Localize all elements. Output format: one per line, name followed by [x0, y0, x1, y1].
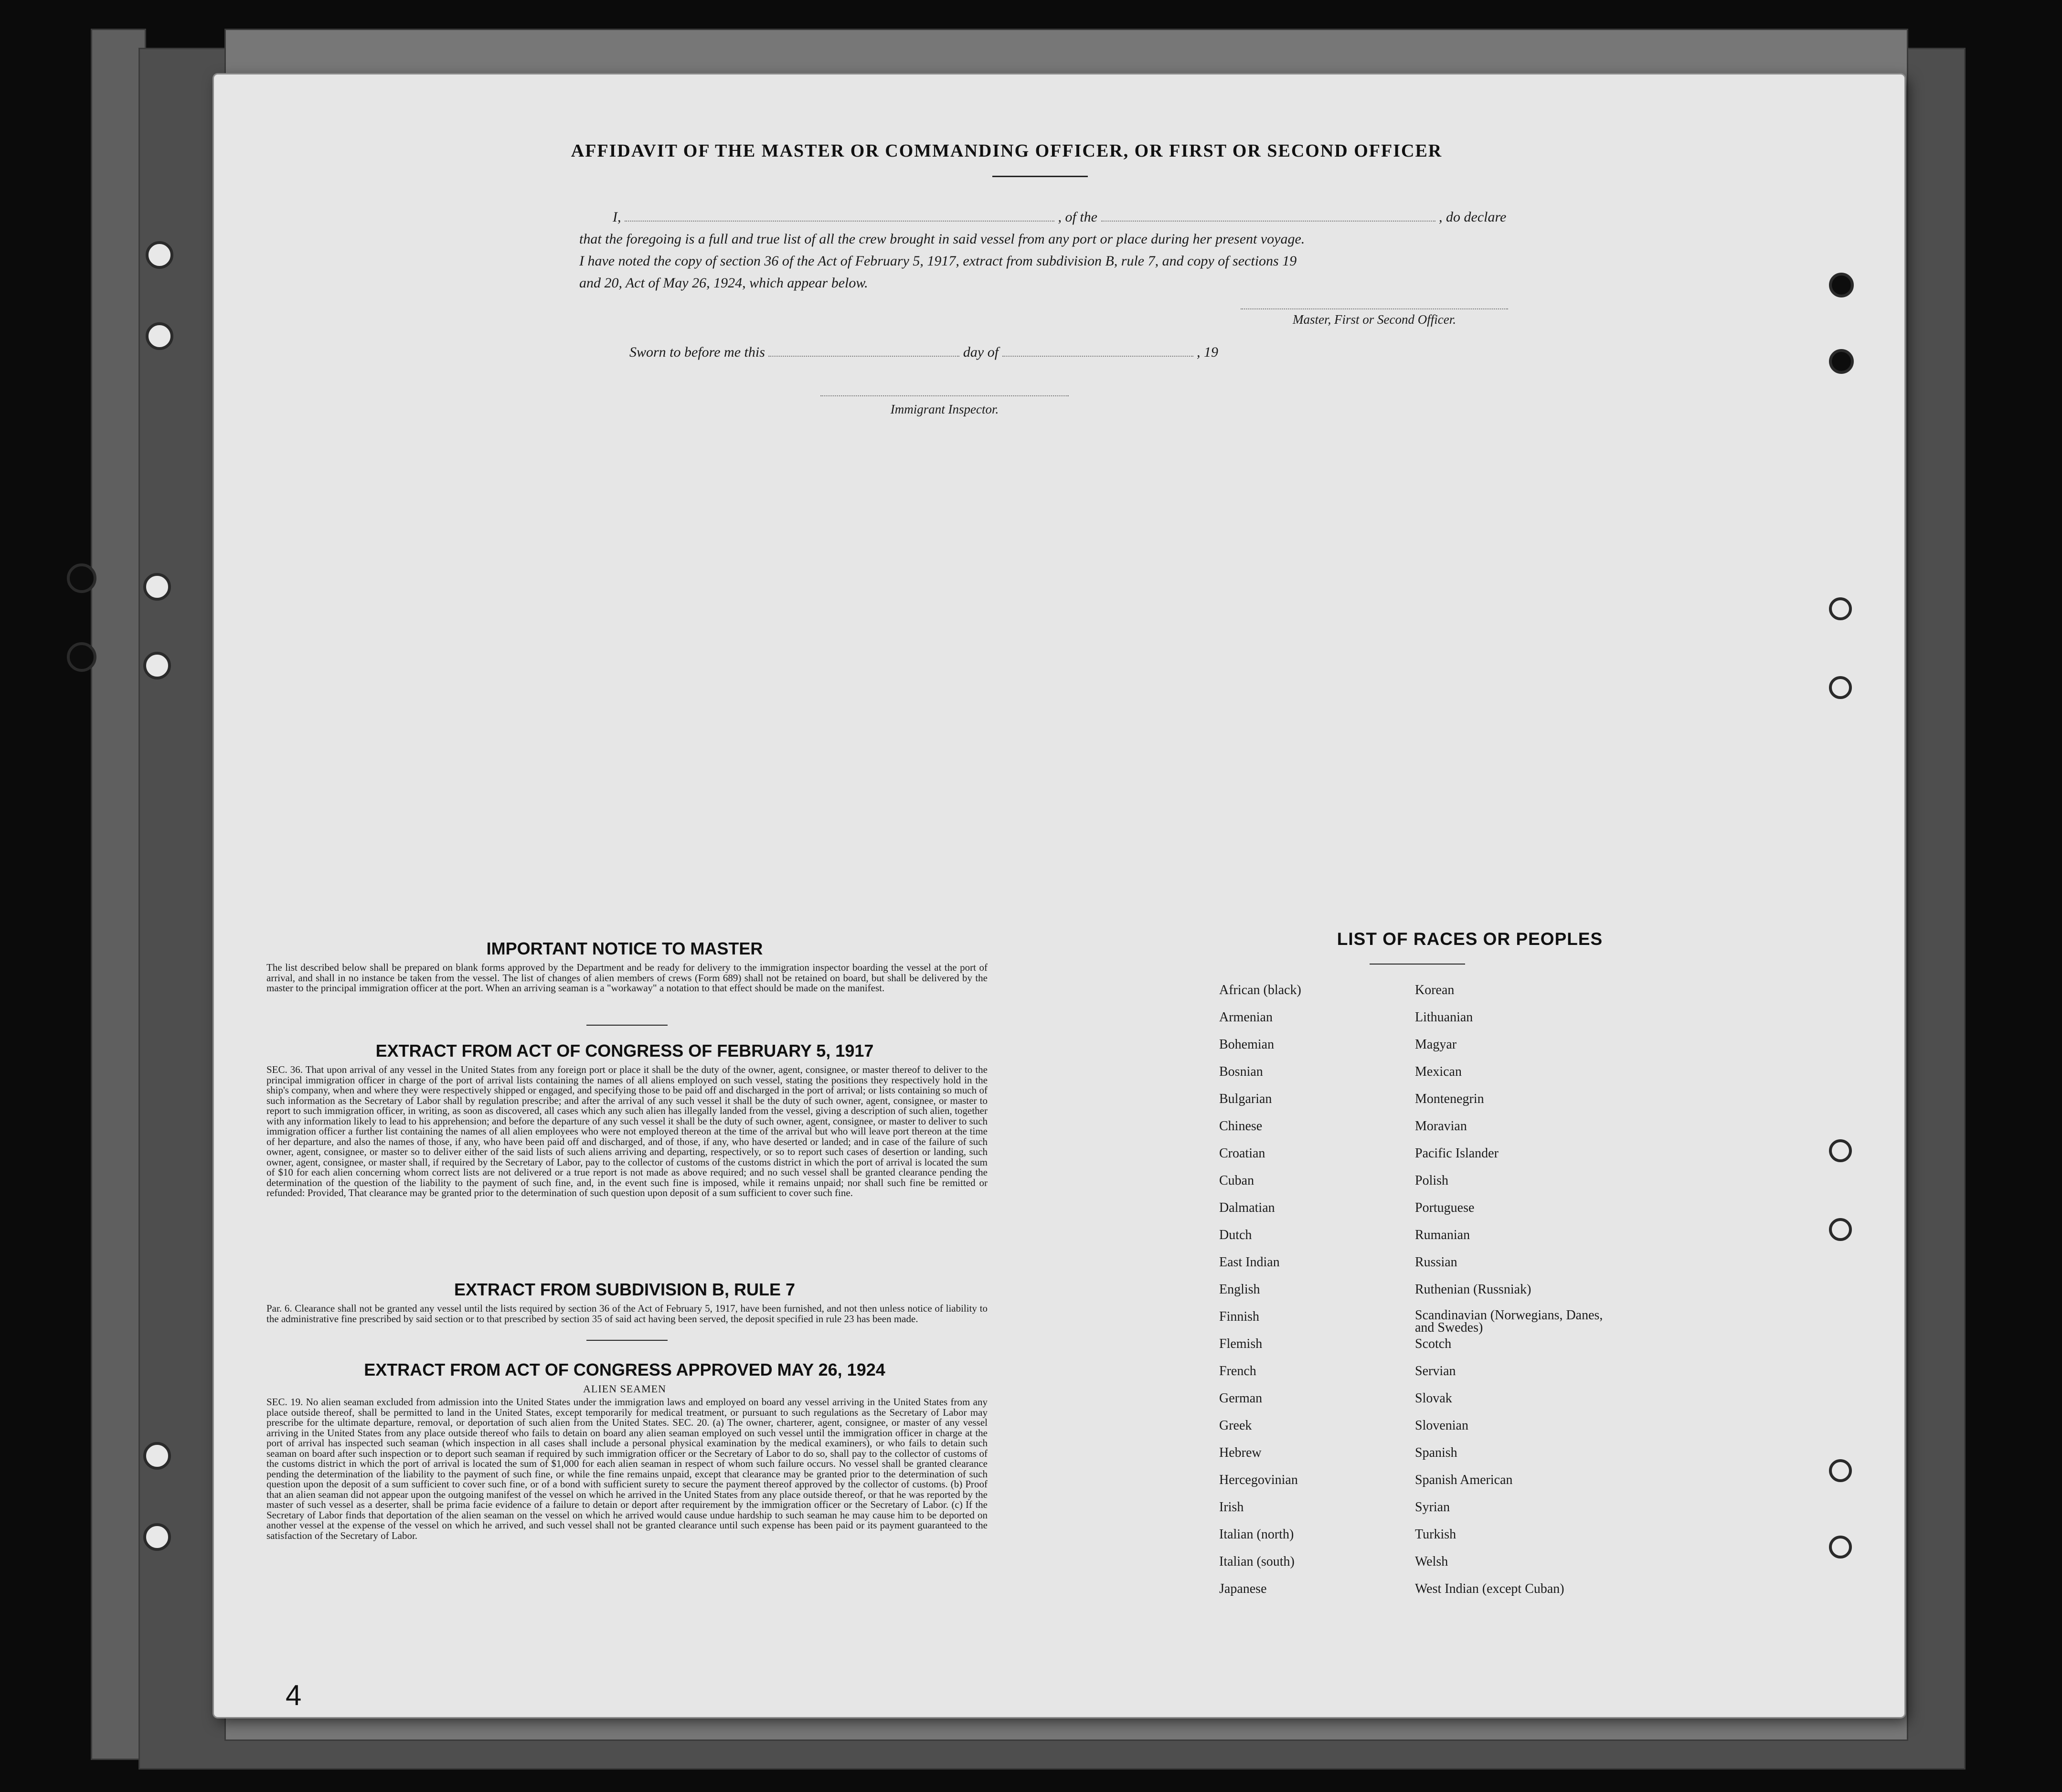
race-item: French — [1219, 1364, 1256, 1378]
inspector-signature-line[interactable] — [820, 395, 1069, 396]
race-item: Hercegovinian — [1219, 1473, 1298, 1487]
race-item: Slovak — [1415, 1391, 1452, 1406]
sworn-month-blank[interactable] — [1002, 344, 1193, 357]
notice-title: IMPORTANT NOTICE TO MASTER — [486, 939, 763, 958]
extract-rule7-title: EXTRACT FROM SUBDIVISION B, RULE 7 — [454, 1280, 796, 1299]
extract-1924-title: EXTRACT FROM ACT OF CONGRESS APPROVED MAY 26, 1924 — [364, 1360, 885, 1379]
rule7-rule — [586, 1340, 668, 1341]
race-item: Spanish American — [1415, 1473, 1513, 1487]
binder-hole — [143, 573, 171, 601]
race-item: Hebrew — [1219, 1445, 1262, 1460]
races-rule — [1370, 964, 1465, 965]
race-item: Turkish — [1415, 1527, 1456, 1542]
binder-hole — [143, 652, 171, 679]
race-item: Armenian — [1219, 1010, 1273, 1025]
punch-hole — [1829, 1139, 1852, 1162]
binder-hole — [143, 1442, 171, 1470]
binder-hole — [67, 563, 96, 593]
race-item: German — [1219, 1391, 1263, 1406]
race-item: Italian (north) — [1219, 1527, 1294, 1542]
punch-hole — [1829, 597, 1852, 620]
race-item: Syrian — [1415, 1500, 1450, 1515]
year-prefix-label: , 19 — [1197, 344, 1219, 360]
day-of-label: day of — [963, 344, 999, 360]
declaration-line-3: I have noted the copy of section 36 of the Act of February 5, 1917, extract from subdivision B, rule 7, and copy of sections 19 — [579, 253, 1297, 269]
race-item: Korean — [1415, 983, 1455, 997]
binder-hole — [146, 241, 173, 269]
race-item: Montenegrin — [1415, 1092, 1484, 1106]
race-item: Polish — [1415, 1173, 1449, 1188]
race-item: English — [1219, 1282, 1260, 1297]
race-item: Japanese — [1219, 1581, 1267, 1596]
race-item: Moravian — [1415, 1119, 1467, 1134]
race-item: Dutch — [1219, 1228, 1252, 1242]
sworn-line — [629, 344, 1537, 361]
race-item: Flemish — [1219, 1336, 1263, 1351]
name-blank[interactable] — [625, 209, 1054, 222]
declaration-line-4: and 20, Act of May 26, 1924, which appear below. — [579, 275, 868, 291]
race-item: Bohemian — [1219, 1037, 1275, 1052]
declaration-line-1 — [596, 209, 1785, 225]
punch-hole — [1829, 1536, 1852, 1559]
race-item: Italian (south) — [1219, 1554, 1295, 1569]
race-item: Slovenian — [1415, 1418, 1468, 1433]
race-item: Spanish — [1415, 1445, 1457, 1460]
punch-hole — [1829, 676, 1852, 699]
race-item: Mexican — [1415, 1064, 1462, 1079]
punch-hole — [1829, 349, 1854, 374]
inspector-label: Immigrant Inspector. — [890, 402, 999, 416]
extract-1917-text: SEC. 36. That upon arrival of any vessel in the United States from any foreign port or place it shall be the duty of the owner, agent, consignee, or master thereof to deliver to the principal immigration officer in charge of the port of arrival lists containing the names of all aliens employed on such vessel, stating the positions they respectively hold in the ship's company, when and where they were respectively shipped or engaged, and specifying those to be paid off and discharged in the port of arrival; or lists containing so much of such information as the Secretary of Labor shall by regulation prescribe; and after the arrival of any such vessel it shall be the duty of such owner, agent, consignee, or master to report to such immigration officer, in writing, as soon as discovered, all cases which any such alien has illegally landed from the vessel, giving a description of such alien, together with any information likely to lead to his apprehension; and before the departure of any such vessel it shall be the duty of such owner, agent, consignee, or master to deliver to such immigration officer a further list containing the names of all alien employees who were not employed thereon at the time of the arrival but who will leave port thereon at the time of her departure, and also the names of those, if any, who have been paid off and discharged, and of those, if any, who have deserted or landed; and in case of the failure of such owner, agent, consignee, or master so to deliver either of the said lists of such aliens arriving and departing, respectively, or so to report such cases of desertion or landing, such owner, agent, consignee, or master shall, if required by the Secretary of Labor, pay to the collector of customs of the customs district in which the port of arrival is located the sum of $10 for each alien concerning whom correct lists are not delivered or a true report is not made as above required; and no such vessel shall be granted clearance pending the determination of the question of the liability to the payment of such fine, and, in the event such fine is imposed, while it remains unpaid; nor shall such fine be remitted or refunded: Provided, That clearance may be granted prior to the determination of such question upon deposit of a sum sufficient to cover such fine. — [266, 1064, 988, 1198]
master-signature-line[interactable] — [1241, 308, 1508, 309]
binder-hole — [146, 322, 173, 350]
race-item: West Indian (except Cuban) — [1415, 1581, 1564, 1596]
race-item: Pacific Islander — [1415, 1146, 1499, 1161]
race-item: Chinese — [1219, 1119, 1263, 1134]
punch-hole — [1829, 1459, 1852, 1482]
punch-hole — [1829, 273, 1854, 297]
race-item: Scandinavian (Norwegians, Danes, and Swedes) — [1415, 1308, 1603, 1335]
margin-number: 4 — [286, 1679, 302, 1711]
race-item: Bulgarian — [1219, 1092, 1272, 1106]
binder-hole — [143, 1523, 171, 1551]
punch-hole — [1829, 1218, 1852, 1241]
declaration-line-2: that the foregoing is a full and true list of all the crew brought in said vessel from any port or place during her present voyage. — [579, 231, 1305, 247]
race-item: Magyar — [1415, 1037, 1457, 1052]
title-rule — [992, 176, 1088, 177]
race-item: Finnish — [1219, 1309, 1260, 1324]
affidavit-title: AFFIDAVIT OF THE MASTER OR COMMANDING OFFICER, OR FIRST OR SECOND OFFICER — [571, 141, 1443, 161]
race-item: African (black) — [1219, 983, 1301, 997]
do-declare-label: , do declare — [1439, 209, 1507, 225]
race-item: Dalmatian — [1219, 1200, 1275, 1215]
race-item: Servian — [1415, 1364, 1456, 1378]
race-item: East Indian — [1219, 1255, 1280, 1270]
race-item: Rumanian — [1415, 1228, 1470, 1242]
extract-1917-title: EXTRACT FROM ACT OF CONGRESS OF FEBRUARY 5, 1917 — [375, 1041, 874, 1060]
race-item: Lithuanian — [1415, 1010, 1473, 1025]
sworn-day-blank[interactable] — [768, 344, 959, 357]
race-item: Irish — [1219, 1500, 1244, 1515]
extract-1924-text: SEC. 19. No alien seaman excluded from admission into the United States under the immigration laws and employed on board any vessel arriving in the United States from any place outside thereof, shall be permitted to land in the United States, except temporarily for medical treatment, or pursuant to such regulations as the Secretary of Labor may prescribe for the ultimate departure, removal, or deportation of such alien from the United States. SEC. 20. (a) The owner, charterer, agent, consignee, or master of any vessel arriving in the United States from any place outside thereof who fails to detain on board any alien seaman employed on such vessel until the immigration officer in charge at the port of arrival has inspected such seaman (which inspection in all cases shall include a personal physical examination by the medical examiners), or who fails to detain such seaman on board after such inspection or to deport such seaman if required by such immigration officer or the Secretary of Labor to do so, shall pay to the collector of customs of the customs district in which the port of arrival is located the sum of $1,000 for each alien seaman in respect of whom such failure occurs. No vessel shall be granted clearance pending the determination of the liability to the payment of such fine, or while the fine remains unpaid, except that clearance may be granted prior to the determination of such question upon the deposit of a sum sufficient to cover such fine, or of a bond with sufficient surety to secure the payment thereof approved by the collector of customs. (b) Proof that an alien seaman did not appear upon the outgoing manifest of the vessel on which he arrived in the United States from any place outside thereof, or that he was reported by the master of such vessel as a deserter, shall be prima facie evidence of a failure to detain or deport after requirement by the immigration officer or the Secretary of Labor. (c) If the Secretary of Labor finds that deportation of the alien seaman on the vessel on which he arrived would cause undue hardship to such seaman he may cause him to be deported on another vessel at the expense of the vessel on which he arrived, and such vessel shall not be granted clearance until such expense has been paid or its payment guaranteed to the satisfaction of the Secretary of Labor. — [266, 1396, 988, 1541]
notice-text: The list described below shall be prepared on blank forms approved by the Department and be ready for delivery to the immigration inspector boarding the vessel at the port of arrival, and shall in no instance be taken from the vessel. The list of changes of alien members of crews (Form 689) shall not be retained on board, but shall be delivered by the master to the principal immigration officer at the port. When an arriving seaman is a "workaway" a notation to that effect should be made on the manifest. — [266, 962, 988, 994]
affidavit-page — [214, 74, 1904, 1717]
binder-hole — [67, 642, 96, 672]
i-label: I, — [613, 209, 621, 225]
race-item: Welsh — [1415, 1554, 1448, 1569]
race-item: Croatian — [1219, 1146, 1265, 1161]
race-item: Russian — [1415, 1255, 1457, 1270]
extract-rule7-text: Par. 6. Clearance shall not be granted any vessel until the lists required by section 36 of the Act of February 5, 1917, have been furnished, and not then unless notice of liability to the administrative fine prescribed by said section or to that prescribed by section 35 of said act having been served, the deposit specified in rule 23 has been made. — [266, 1303, 988, 1325]
races-title: LIST OF RACES OR PEOPLES — [1337, 929, 1603, 949]
race-item: Bosnian — [1219, 1064, 1263, 1079]
of-the-label: , of the — [1058, 209, 1097, 225]
master-signature-label: Master, First or Second Officer. — [1293, 312, 1456, 327]
sworn-label: Sworn to before me this — [629, 344, 765, 360]
race-item: Greek — [1219, 1418, 1252, 1433]
extract-1924-subtitle: ALIEN SEAMEN — [583, 1383, 666, 1395]
race-item: Ruthenian (Russniak) — [1415, 1282, 1531, 1297]
race-item: Portuguese — [1415, 1200, 1475, 1215]
notice-rule — [586, 1025, 668, 1026]
race-item: Cuban — [1219, 1173, 1254, 1188]
back-sheet-left — [91, 29, 146, 1760]
race-item: Scotch — [1415, 1336, 1452, 1351]
vessel-blank[interactable] — [1101, 209, 1435, 222]
